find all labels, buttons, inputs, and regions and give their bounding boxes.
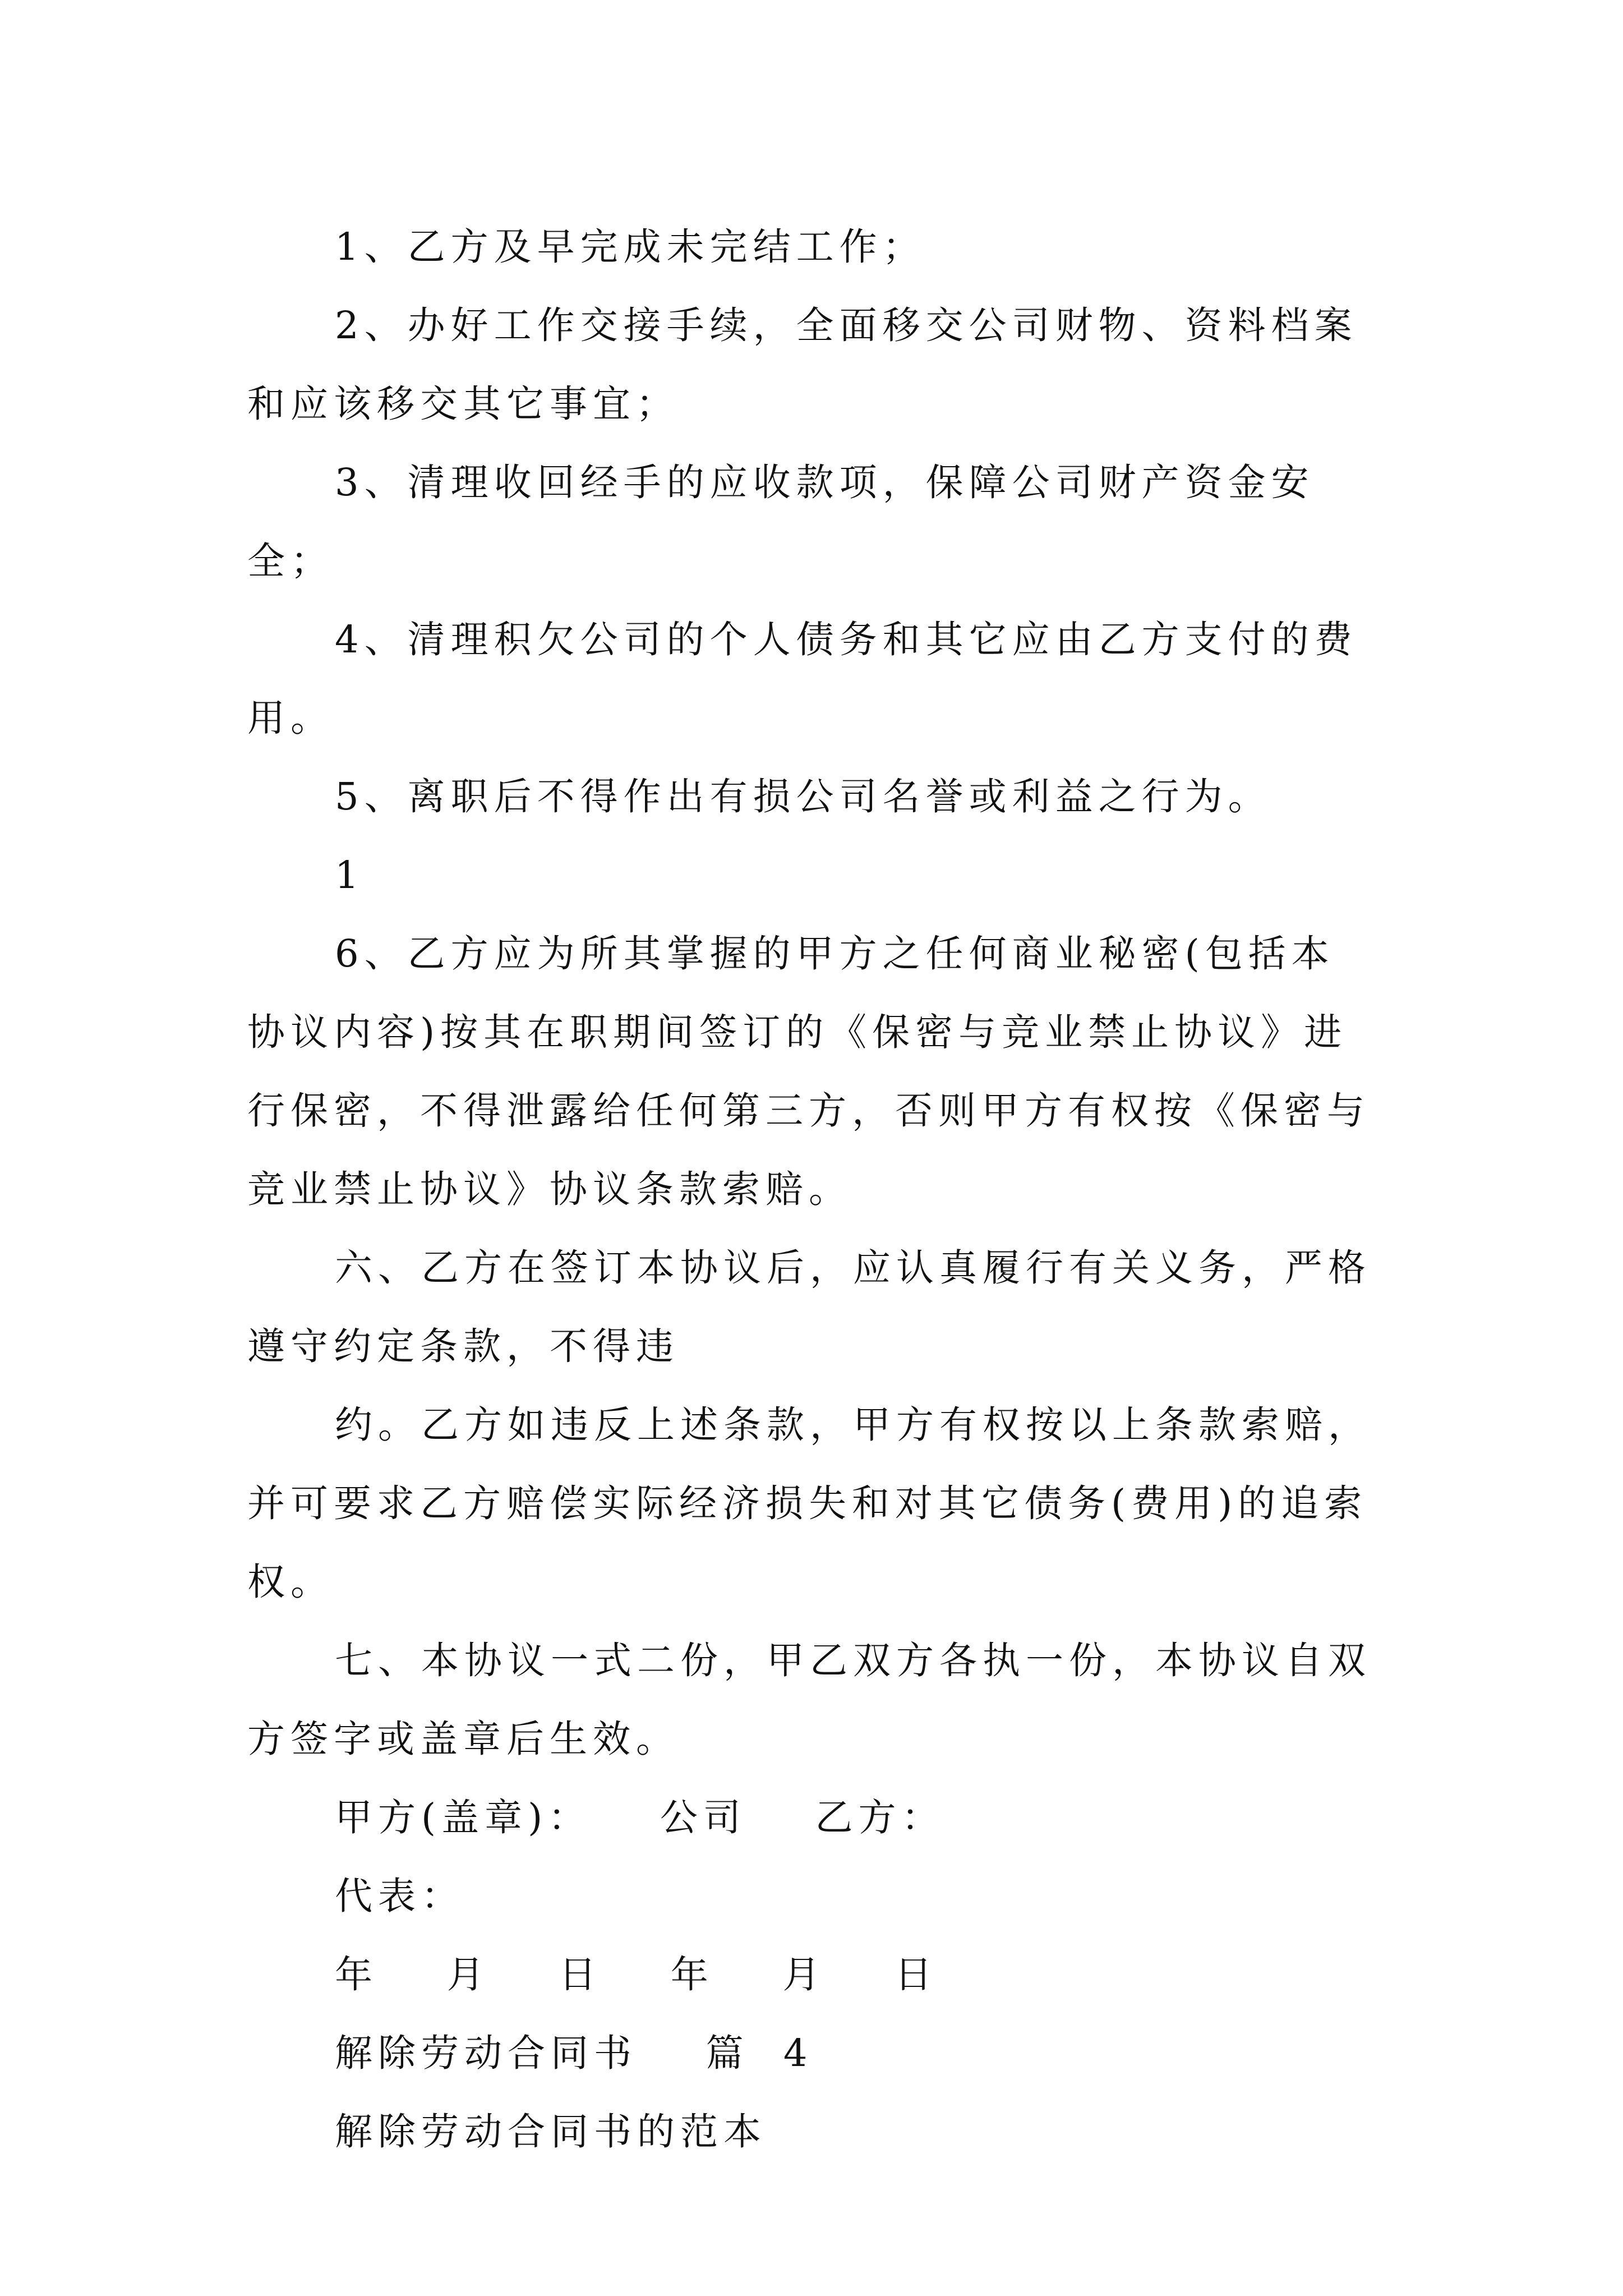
paragraph-clause-six: 六、乙方在签订本协议后，应认真履行有关义务，严格遵守约定条款，不得违	[247, 1246, 1371, 1368]
paragraph-clause-seven: 七、本协议一式二份，甲乙双方各执一份，本协议自双方签字或盖章后生效。	[247, 1639, 1371, 1761]
paragraph-item-2: 2、办好工作交接手续，全面移交公司财物、资料档案和应该移交其它事宜；	[247, 303, 1358, 426]
section-subheading: 解除劳动合同书的范本	[335, 2110, 767, 2154]
signature-party-line: 甲方(盖章)： 公司 乙方：	[335, 1796, 945, 1839]
paragraph-item-6: 6、乙方应为所其掌握的甲方之任何商业秘密(包括本协议内容)按其在职期间签订的《保密与竞业禁止协议》进行保密，不得泄露给任何第三方，否则甲方有权按《保密与竞业禁止协议》协议条款索赔。	[247, 932, 1370, 1211]
representative-line: 代表：	[335, 1874, 464, 1918]
document-body	[247, 208, 1376, 2171]
page-number-marker: 1	[335, 853, 365, 897]
date-line: 年 月 日 年 月 日	[335, 1953, 938, 1996]
paragraph-item-5: 5、离职后不得作出有损公司名誉或利益之行为。	[335, 775, 1271, 818]
paragraph-item-3: 3、清理收回经手的应收款项，保障公司财产资金安全；	[247, 461, 1315, 583]
section-heading: 解除劳动合同书 篇 4	[335, 2031, 813, 2075]
paragraph-item-1: 1、乙方及早完成未完结工作；	[335, 225, 926, 269]
paragraph-item-4: 4、清理积欠公司的个人债务和其它应由乙方支付的费用。	[247, 618, 1358, 740]
paragraph-clause-six-continued: 约。乙方如违反上述条款，甲方有权按以上条款索赔，并可要求乙方赔偿实际经济损失和对其它债务(费用)的追索权。	[247, 1403, 1371, 1604]
